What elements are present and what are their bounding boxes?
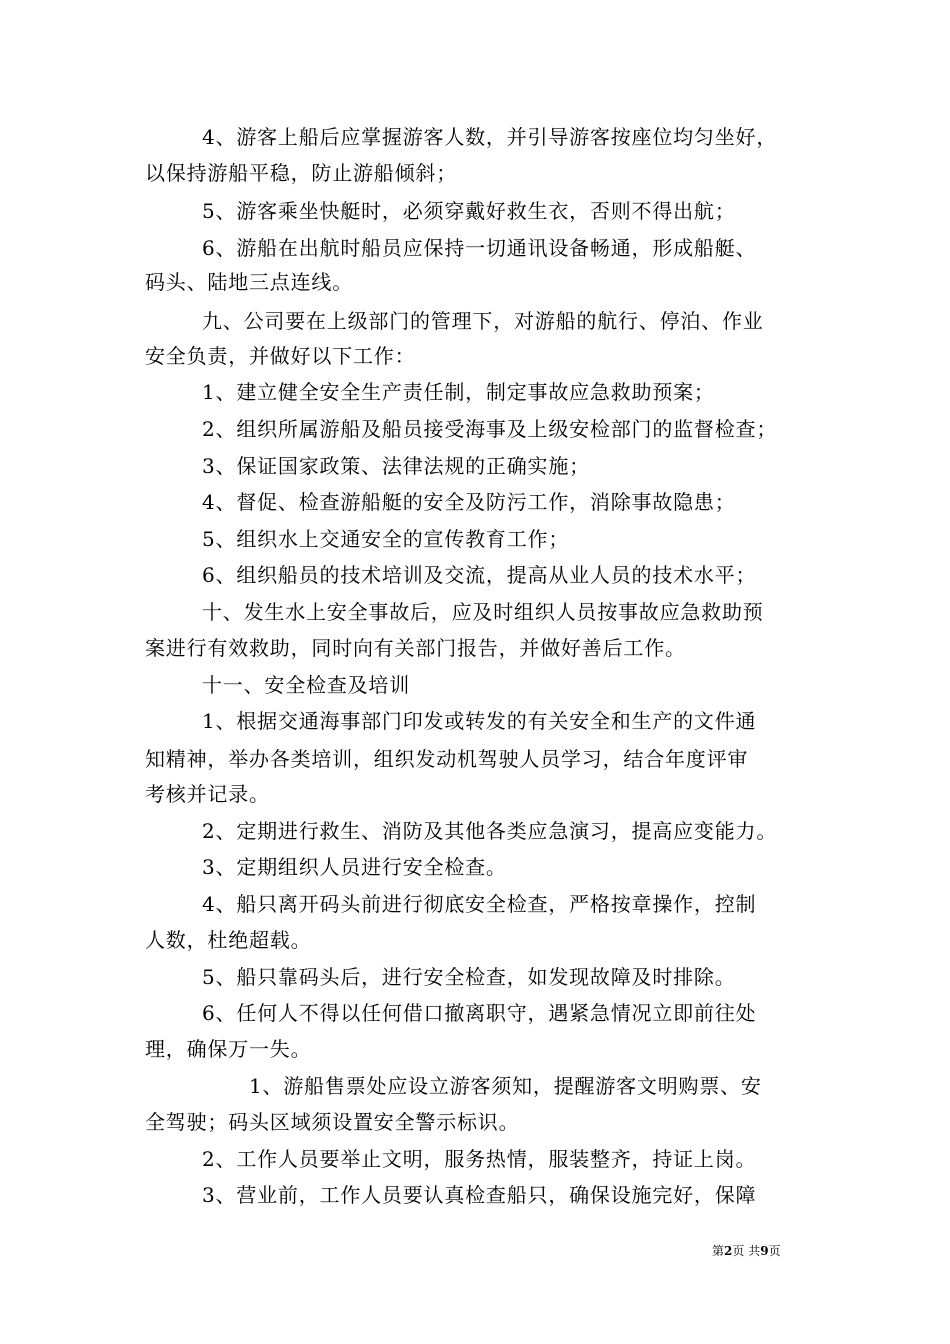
text-line: 4、船只离开码头前进行彻底安全检查，严格按章操作，控制 [202,892,757,916]
text-line: 3、营业前，工作人员要认真检查船只，确保设施完好，保障 [202,1183,757,1207]
text-line: 考核并记录。 [145,782,270,806]
section-heading: 十一、安全检查及培训 [202,673,410,697]
text-line: 安全负责，并做好以下工作： [145,344,416,368]
text-line: 理，确保万一失。 [145,1037,312,1061]
text-line: 码头、陆地三点连线。 [145,270,353,294]
text-line: 2、工作人员要举止文明，服务热情，服装整齐，持证上岗。 [202,1147,757,1171]
text-line: 5、组织水上交通安全的宣传教育工作； [202,527,570,551]
text-line: 6、任何人不得以任何借口撤离职守，遇紧急情况立即前往处 [202,1001,757,1025]
text-line: 4、游客上船后应掌握游客人数，并引导游客按座位均匀坐好， [202,125,778,149]
text-line: 6、组织船员的技术培训及交流，提高从业人员的技术水平； [202,563,757,587]
text-line: 6、游船在出航时船员应保持一切通讯设备畅通，形成船艇、 [202,236,757,260]
footer-suffix: 页 [768,1244,781,1258]
text-line: 1、游船售票处应设立游客须知，提醒游客文明购票、安 [249,1074,762,1098]
text-line: 全驾驶；码头区域须设置安全警示标识。 [145,1110,520,1134]
text-line: 2、组织所属游船及船员接受海事及上级安检部门的监督检查； [202,417,778,441]
text-line: 3、定期组织人员进行安全检查。 [202,855,507,879]
current-page-number: 2 [724,1244,733,1258]
footer-middle: 页 共 [732,1244,761,1258]
text-line: 人数，杜绝超载。 [145,928,312,952]
text-line: 2、定期进行救生、消防及其他各类应急演习，提高应变能力。 [202,819,778,843]
text-line: 5、游客乘坐快艇时，必须穿戴好救生衣，否则不得出航； [202,199,736,223]
total-pages-number: 9 [760,1244,769,1258]
text-line: 4、督促、检查游船艇的安全及防污工作，消除事故隐患； [202,490,736,514]
text-line: 以保持游船平稳，防止游船倾斜； [145,161,457,185]
text-line: 九、公司要在上级部门的管理下，对游船的航行、停泊、作业 [202,309,764,333]
text-line: 十、发生水上安全事故后，应及时组织人员按事故应急救助预 [202,600,764,624]
text-line: 1、建立健全安全生产责任制，制定事故应急救助预案； [202,380,715,404]
page-footer [712,1243,781,1259]
text-line: 案进行有效救助，同时向有关部门报告，并做好善后工作。 [145,636,686,660]
text-line: 5、船只靠码头后，进行安全检查，如发现故障及时排除。 [202,965,736,989]
footer-prefix: 第 [712,1244,725,1258]
text-line: 3、保证国家政策、法律法规的正确实施； [202,454,590,478]
text-line: 知精神，举办各类培训，组织发动机驾驶人员学习，结合年度评审 [145,747,749,771]
text-line: 1、根据交通海事部门印发或转发的有关安全和生产的文件通 [202,709,757,733]
